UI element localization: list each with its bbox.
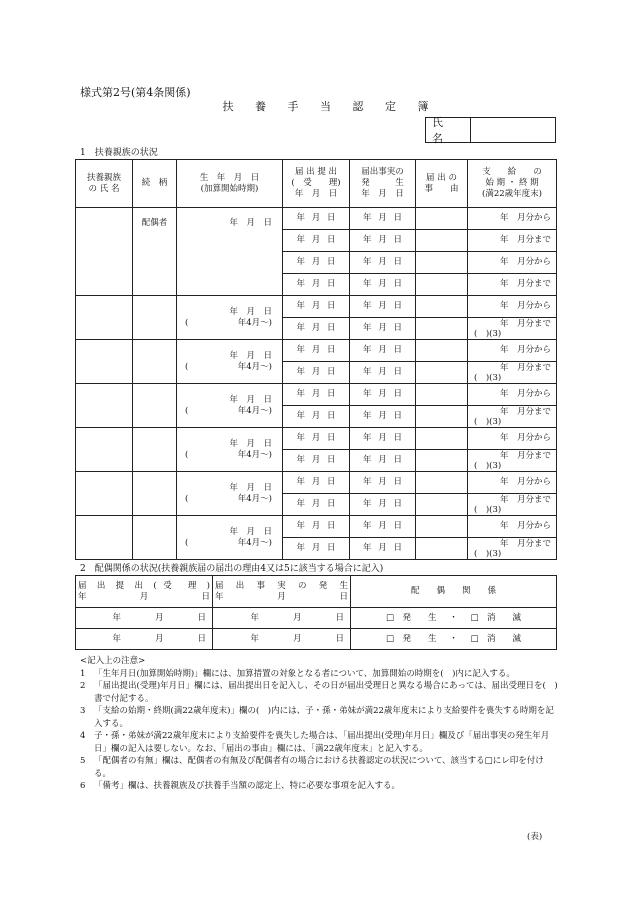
event-date-cell[interactable]: 年 月 日	[213, 608, 351, 629]
bonus-start-text: 年4月～)	[237, 493, 272, 504]
note-item: 3 「支給の始期・終期(満22歳年度末)」欄の( )内には、子・孫・弟妹が満22歳年度末により支給要件を喪失する時期を記入する。	[80, 706, 554, 729]
payment-from-cell[interactable]: 年 月分から	[468, 472, 557, 494]
reason-cell[interactable]	[416, 274, 468, 296]
age-limit-text: ( )(3)	[474, 504, 502, 515]
spouse-status-cell	[351, 629, 557, 650]
bonus-start-text: 年4月～)	[237, 317, 272, 328]
header-filing-date: 届 出 提 出 ( 受 理 ) 年 月 日	[76, 576, 213, 608]
reason-cell[interactable]	[416, 208, 468, 230]
bonus-start-line	[185, 450, 272, 461]
form-number: 様式第2号(第4条関係)	[80, 86, 191, 99]
bonus-start-open: (	[185, 317, 189, 328]
event-date-cell[interactable]: 年 月 日	[350, 318, 416, 340]
reason-cell[interactable]	[416, 406, 468, 428]
bonus-start-line	[185, 362, 272, 373]
filing-date-cell[interactable]: 年 月 日	[283, 318, 350, 340]
bonus-start-line	[185, 318, 272, 329]
age-limit-text: ( )(3)	[474, 548, 502, 559]
header-filing-date: 届 出 提 出 ( 受 理) 年 月 日	[283, 160, 350, 208]
filing-date-cell[interactable]: 年 月 日	[283, 384, 350, 406]
payment-until-text: 年 月分まで	[499, 450, 551, 461]
payment-until-cell[interactable]: 年 月分まで	[468, 274, 557, 296]
event-date-cell[interactable]: 年 月 日	[350, 230, 416, 252]
bonus-start-text: 年4月～)	[237, 449, 272, 460]
header-reason: 届 出 の 事 由	[416, 160, 468, 208]
payment-until-text: 年 月分まで	[499, 538, 551, 549]
bonus-start-open: (	[185, 449, 189, 460]
table-header-row	[76, 576, 557, 608]
event-date-cell[interactable]: 年 月 日	[350, 340, 416, 362]
event-date-cell[interactable]: 年 月 日	[350, 516, 416, 538]
reason-cell[interactable]	[416, 538, 468, 560]
birth-date-text: 年 月 日	[229, 438, 272, 449]
bonus-start-open: (	[185, 405, 189, 416]
relationship-cell[interactable]	[133, 340, 177, 384]
payment-until-cell[interactable]: 年 月分まで	[468, 230, 557, 252]
name-field[interactable]	[471, 118, 555, 142]
dependent-name-cell[interactable]	[76, 208, 133, 296]
event-date-cell[interactable]: 年 月 日	[350, 494, 416, 516]
table-row	[76, 296, 557, 318]
age-limit-text: ( )(3)	[474, 372, 502, 383]
header-birth-date: 生 年 月 日 (加算開始時期)	[177, 160, 283, 208]
occurrence-checkbox[interactable]: □ 発 生	[385, 633, 437, 644]
spouse-relation-table	[75, 575, 557, 650]
age-limit-text: ( )(3)	[474, 416, 502, 427]
payment-from-cell[interactable]: 年 月分から	[468, 428, 557, 450]
header-payment-period: 支 給 の 始 期 ・ 終 期 (満22歳年度末)	[468, 160, 557, 208]
payment-from-cell[interactable]: 年 月分から	[468, 252, 557, 274]
event-date-cell[interactable]: 年 月 日	[213, 629, 351, 650]
filing-date-cell[interactable]: 年 月 日	[283, 406, 350, 428]
document-title: 扶 養 手 当 認 定 簿	[222, 100, 438, 113]
bonus-start-open: (	[185, 493, 189, 504]
name-box	[425, 117, 556, 143]
section2-title: 2 配偶関係の状況(扶養親族届の届出の理由4又は5に該当する場合に記入)	[80, 564, 384, 574]
notes-section	[80, 655, 560, 793]
event-date-cell[interactable]: 年 月 日	[350, 384, 416, 406]
reason-cell[interactable]	[416, 494, 468, 516]
age-limit-text: ( )(3)	[474, 328, 502, 339]
notes-heading: <記入上の注意>	[80, 656, 146, 666]
reason-cell[interactable]	[416, 362, 468, 384]
payment-from-cell[interactable]: 年 月分から	[468, 296, 557, 318]
event-date-cell[interactable]: 年 月 日	[350, 208, 416, 230]
note-item: 1 「生年月日(加算開始時期)」欄には、加算措置の対象となる者について、加算開始の時期を( )内に記入する。	[80, 668, 515, 679]
event-date-cell[interactable]: 年 月 日	[350, 274, 416, 296]
reason-cell[interactable]	[416, 252, 468, 274]
birth-date-cell[interactable]	[177, 384, 283, 428]
filing-date-cell[interactable]: 年 月 日	[283, 450, 350, 472]
note-item: 4 子・孫・弟妹が満22歳年度末により支給要件を喪失した場合は、「届出提出(受理)年月日」欄及び「届出事実の発生年月日」欄の記入は要しない。なお、「届出の事由」欄には、「満22歳年度末」と記入する。	[80, 731, 550, 754]
filing-date-cell[interactable]: 年 月 日	[283, 274, 350, 296]
payment-from-cell[interactable]: 年 月分から	[468, 384, 557, 406]
event-date-cell[interactable]: 年 月 日	[350, 296, 416, 318]
relationship-cell[interactable]	[133, 516, 177, 560]
payment-until-cell[interactable]	[468, 406, 557, 428]
separator-dot: ・	[449, 633, 458, 644]
bonus-start-open: (	[185, 537, 189, 548]
dependent-name-cell[interactable]	[76, 516, 133, 560]
header-event-date: 届 出 事 実 の 発 生 年 月 日	[213, 576, 351, 608]
payment-until-cell[interactable]	[468, 318, 557, 340]
birth-date-cell[interactable]	[177, 472, 283, 516]
table-row	[76, 516, 557, 538]
section1-title: 1 扶養親族の状況	[80, 148, 158, 158]
payment-from-cell[interactable]: 年 月分から	[468, 208, 557, 230]
event-date-cell[interactable]: 年 月 日	[350, 252, 416, 274]
note-item: 2 「届出提出(受理)年月日」欄には、届出提出日を記入し、その日が届出受理日と異なる場合にあっては、届出受理日を( )書で付記する。	[80, 681, 558, 704]
dependent-name-cell[interactable]	[76, 472, 133, 516]
payment-until-text: 年 月分まで	[499, 494, 551, 505]
filing-date-cell[interactable]: 年 月 日	[283, 362, 350, 384]
relationship-cell[interactable]	[133, 384, 177, 428]
age-limit-text: ( )(3)	[474, 460, 502, 471]
reason-cell[interactable]	[416, 340, 468, 362]
filing-date-cell[interactable]: 年 月 日	[283, 428, 350, 450]
birth-date-cell[interactable]	[177, 516, 283, 560]
header-dependent-name: 扶養親族 の 氏 名	[76, 160, 133, 208]
header-spouse-relation: 配 偶 関 係	[351, 576, 557, 608]
bonus-start-text: 年4月～)	[237, 405, 272, 416]
table-row	[76, 208, 557, 230]
filing-date-cell[interactable]: 年 月 日	[283, 538, 350, 560]
header-relationship: 続 柄	[133, 160, 177, 208]
bonus-start-line	[185, 406, 272, 417]
bonus-start-open: (	[185, 361, 189, 372]
table-row	[76, 428, 557, 450]
event-date-cell[interactable]: 年 月 日	[350, 362, 416, 384]
reason-cell[interactable]	[416, 428, 468, 450]
reason-cell[interactable]	[416, 296, 468, 318]
header-event-date: 届出事実の 発 生 年 月 日	[350, 160, 416, 208]
relationship-cell: 配偶者	[133, 208, 177, 296]
note-item: 6 「備考」欄は、扶養親族及び扶養手当額の認定上、特に必要な事項を記入する。	[80, 781, 401, 791]
dependents-table	[75, 159, 557, 560]
event-date-cell[interactable]: 年 月 日	[350, 428, 416, 450]
payment-from-cell[interactable]: 年 月分から	[468, 516, 557, 538]
payment-until-text: 年 月分まで	[499, 318, 551, 329]
birth-date-cell[interactable]	[177, 340, 283, 384]
payment-until-cell[interactable]	[468, 450, 557, 472]
birth-date-cell[interactable]	[177, 428, 283, 472]
bonus-start-text: 年4月～)	[237, 537, 272, 548]
extinction-checkbox[interactable]: □ 消 滅	[470, 633, 521, 644]
reason-cell[interactable]	[416, 516, 468, 538]
relationship-cell[interactable]	[133, 296, 177, 340]
note-item: 5 「配偶者の有無」欄は、配偶者の有無及び配偶者有の場合における扶養認定の状況について、該当する□にレ印を付ける。	[80, 756, 544, 779]
filing-date-cell[interactable]: 年 月 日	[283, 252, 350, 274]
birth-date-cell[interactable]: 年 月 日	[177, 208, 283, 296]
birth-date-text: 年 月 日	[229, 394, 272, 405]
birth-date-text: 年 月 日	[229, 306, 272, 317]
payment-until-cell[interactable]	[468, 494, 557, 516]
event-date-cell[interactable]: 年 月 日	[350, 406, 416, 428]
reason-cell[interactable]	[416, 450, 468, 472]
payment-until-cell[interactable]	[468, 538, 557, 560]
filing-date-cell[interactable]: 年 月 日	[283, 208, 350, 230]
payment-until-cell[interactable]	[468, 362, 557, 384]
reason-cell[interactable]	[416, 230, 468, 252]
bonus-start-text: 年4月～)	[237, 361, 272, 372]
reason-cell[interactable]	[416, 384, 468, 406]
birth-date-text: 年 月 日	[229, 482, 272, 493]
birth-date-text: 年 月 日	[229, 526, 272, 537]
page-side-mark: (表)	[527, 832, 543, 842]
occurrence-checkbox[interactable]: □ 発 生	[385, 612, 437, 623]
table-header-row	[76, 160, 557, 208]
dependent-name-cell[interactable]	[76, 340, 133, 384]
name-label: 氏 名	[426, 118, 471, 142]
payment-until-text: 年 月分まで	[499, 362, 551, 373]
dependent-name-cell[interactable]	[76, 384, 133, 428]
table-row	[76, 472, 557, 494]
payment-from-cell[interactable]: 年 月分から	[468, 340, 557, 362]
table-row	[76, 629, 557, 650]
filing-date-cell[interactable]: 年 月 日	[283, 230, 350, 252]
filing-date-cell[interactable]: 年 月 日	[76, 608, 213, 629]
filing-date-cell[interactable]: 年 月 日	[76, 629, 213, 650]
table-row	[76, 384, 557, 406]
birth-date-text: 年 月 日	[229, 350, 272, 361]
event-date-cell[interactable]: 年 月 日	[350, 450, 416, 472]
filing-date-cell[interactable]: 年 月 日	[283, 494, 350, 516]
spouse-status-cell	[351, 608, 557, 629]
reason-cell[interactable]	[416, 472, 468, 494]
payment-until-text: 年 月分まで	[499, 406, 551, 417]
bonus-start-line	[185, 538, 272, 549]
filing-date-cell[interactable]: 年 月 日	[283, 340, 350, 362]
event-date-cell[interactable]: 年 月 日	[350, 538, 416, 560]
reason-cell[interactable]	[416, 318, 468, 340]
birth-date-cell[interactable]	[177, 296, 283, 340]
event-date-cell[interactable]: 年 月 日	[350, 472, 416, 494]
extinction-checkbox[interactable]: □ 消 滅	[470, 612, 521, 623]
filing-date-cell[interactable]: 年 月 日	[283, 296, 350, 318]
relationship-cell[interactable]	[133, 472, 177, 516]
dependent-name-cell[interactable]	[76, 296, 133, 340]
filing-date-cell[interactable]: 年 月 日	[283, 472, 350, 494]
table-row	[76, 340, 557, 362]
separator-dot: ・	[449, 612, 458, 623]
bonus-start-line	[185, 494, 272, 505]
dependent-name-cell[interactable]	[76, 428, 133, 472]
filing-date-cell[interactable]: 年 月 日	[283, 516, 350, 538]
relationship-cell[interactable]	[133, 428, 177, 472]
table-row	[76, 608, 557, 629]
